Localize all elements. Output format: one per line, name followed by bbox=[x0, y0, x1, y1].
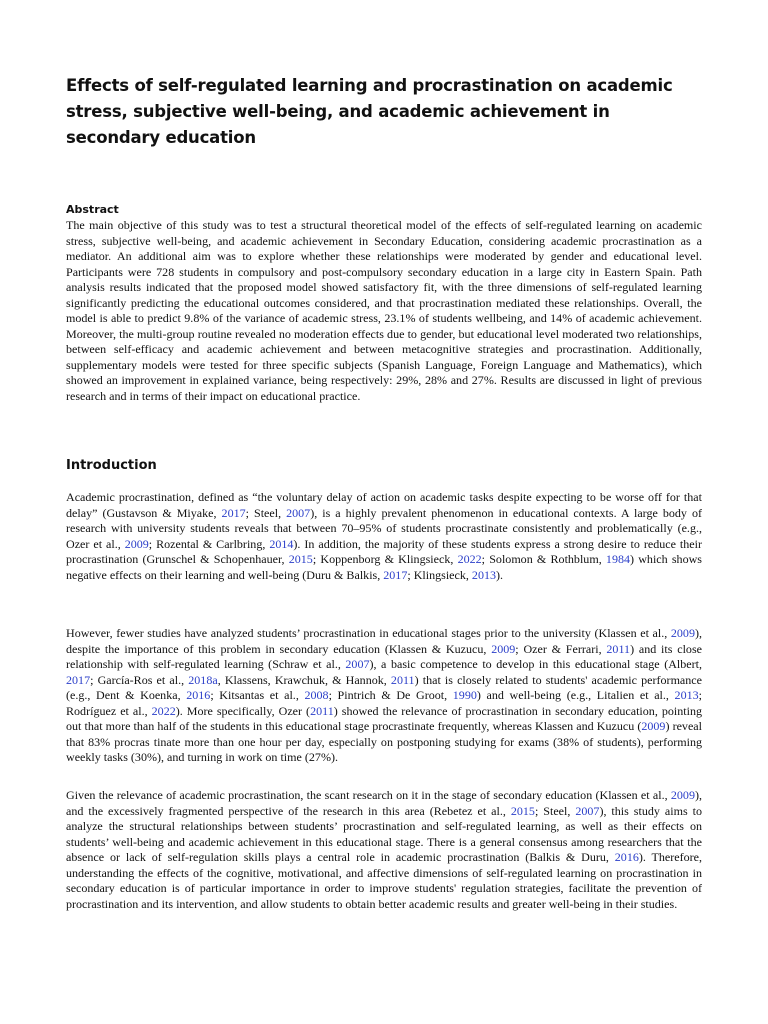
abstract-text: The main objective of this study was to test a structural theoretical model of the effects of self-regulated learning on academic stress, subjective well-being, and academic achievement in Secondary Education, considering academic procrastination as a mediator. An additional aim was to explore whether these relationships were moderated by gender and educational level. Participants were 728 students in compulsory and post-compulsory secondary education in a large city in Eastern Spain. Path analysis results indicated that the proposed model showed satisfactory fit, with the three dimensions of self-regulated learning significantly predicting the educational outcomes considered, and that procrastination mediated these relationships. Overall, the model is able to predict 9.8% of the variance of academic stress, 23.1% of students wellbeing, and 14% of academic achievement. Moreover, the multi-group routine revealed no moderation effects due to gender, but educational level moderated two relationships, between self-efficacy and academic achievement and between metacognitive strategies and procrastination. Additionally, supplementary models were tested for three specific subjects (Spanish Language, Foreign Language and Mathematics), which showed an improvement in explained variance, being respectively: 29%, 28% and 27%. Results are discussed in light of previous research and in terms of their impact on educational practice. bbox=[66, 218, 702, 403]
text-run: ), despite the importance of this problem in secondary education (Klassen & Kuzucu, bbox=[66, 626, 702, 656]
citation-link[interactable]: 2007 bbox=[345, 657, 370, 671]
text-run: ) showed the relevance of procrastination in secondary education, pointing out that more than half of the students in this educational stage procrastinate frequently, whereas Klassen and Kuzucu ( bbox=[66, 703, 703, 733]
citation-link[interactable]: 2016 bbox=[186, 688, 211, 702]
text-run: ) that is closely related to students' academic performance (e.g., Dent & Koenka, bbox=[66, 672, 703, 702]
text-run: ). bbox=[496, 567, 504, 582]
citation-link[interactable]: 2013 bbox=[674, 688, 699, 702]
text-run: ). In addition, the majority of these students express a strong desire to reduce their procrastination (Grunschel & Schopenhauer, bbox=[66, 536, 703, 566]
text-run: , Klassens, Krawchuk, & Hannok, bbox=[217, 672, 391, 687]
text-run: ; Steel, bbox=[534, 803, 576, 818]
text-run: ) and its close relationship with self-regulated learning (Schraw et al., bbox=[66, 641, 702, 671]
citation-link[interactable]: 2015 bbox=[510, 803, 535, 818]
text-run: ; Pintrich & De Groot, bbox=[328, 688, 453, 702]
citation-link[interactable]: 2017 bbox=[66, 672, 91, 687]
citation-link[interactable]: 2018a bbox=[188, 672, 218, 687]
text-run: ). Therefore, understanding the effects of the cognitive, motivational, and affective dimensions of self-regulated learning on procrastination in secondary education is of particular importance in order to improve students' regulation strategies, facilitate the prevention of procrastination and its intervention, and allow students to obtain better academic results and greater well-being in their studies. bbox=[66, 850, 703, 911]
citation-link[interactable]: 2017 bbox=[383, 567, 408, 582]
citation-link[interactable]: 2011 bbox=[390, 672, 415, 687]
text-run: Academic procrastination, defined as “the voluntary delay of action on academic tasks despite expecting to be worse off for that delay” (Gustavson & Miyake, bbox=[66, 490, 702, 520]
citation-link[interactable]: 2007 bbox=[575, 803, 600, 818]
citation-link[interactable]: 2007 bbox=[286, 505, 311, 520]
citation-link[interactable]: 1990 bbox=[452, 688, 477, 702]
text-run: ) which shows negative effects on their learning and well-being (Duru & Balkis, bbox=[66, 552, 702, 582]
intro-paragraph-2 bbox=[66, 626, 702, 766]
text-run: ), and the excessively fragmented perspective of the research in this area (Rebetez et al., bbox=[66, 788, 702, 818]
citation-link[interactable]: 2008 bbox=[304, 688, 329, 702]
citation-link[interactable]: 2009 bbox=[491, 641, 516, 656]
citation-link[interactable]: 2015 bbox=[288, 552, 313, 566]
text-run: ) reveal that 83% procras tinate more than one hour per day, especially on postponing studying for exams (38% of students), performing weekly tasks (30%), and turning in work on time (27%). bbox=[66, 719, 702, 764]
text-run: Given the relevance of academic procrastination, the scant research on it in the stage of secondary education (Klassen et al., bbox=[66, 788, 671, 802]
abstract-heading: Abstract bbox=[66, 203, 119, 216]
text-run: However, fewer studies have analyzed students’ procrastination in educational stages prior to the university (Klassen et al., bbox=[66, 626, 671, 640]
text-run: ; Steel, bbox=[245, 505, 287, 520]
intro-paragraph-1 bbox=[66, 490, 702, 583]
text-run: ; Kitsantas et al., bbox=[210, 688, 305, 702]
text-run: ; Ozer & Ferrari, bbox=[515, 641, 607, 656]
text-run: ; Koppenborg & Klingsieck, bbox=[312, 552, 458, 566]
text-run: ), this study aims to analyze the structural relationships between students’ procrastination and self-regulated learning, as well as their effects on students’ well-being and academic achievement in this educational stage. There is a general consensus among researchers that the absence or lack of self-regulation skills plays a central role in academic procrastination (Balkis & Duru, bbox=[66, 803, 702, 864]
citation-link[interactable]: 2016 bbox=[614, 850, 639, 864]
text-run: ; García-Ros et al., bbox=[90, 672, 189, 687]
citation-link[interactable]: 2011 bbox=[606, 641, 631, 656]
citation-link[interactable]: 2011 bbox=[310, 703, 334, 718]
text-run: ), is a highly prevalent phenomenon in educational contexts. A large body of research with university students reveals that between 70–95% of students procrastinate consistently and problematically (e.g., Ozer et al., bbox=[66, 505, 702, 551]
text-run: ; Klingsieck, bbox=[407, 567, 472, 582]
text-run: ) and well-being (e.g., Litalien et al., bbox=[476, 688, 675, 702]
citation-link[interactable]: 2022 bbox=[151, 703, 176, 718]
citation-link[interactable]: 2013 bbox=[471, 567, 497, 582]
citation-link[interactable]: 2009 bbox=[641, 719, 666, 733]
citation-link[interactable]: 1984 bbox=[605, 552, 631, 566]
citation-link[interactable]: 2017 bbox=[221, 505, 246, 520]
citation-link[interactable]: 2009 bbox=[124, 536, 149, 551]
citation-link[interactable]: 2009 bbox=[670, 788, 695, 802]
citation-link[interactable]: 2022 bbox=[457, 552, 482, 566]
article-title: Effects of self-regulated learning and procrastination on academic stress, subjective well-being, and academic achievement in secondary education bbox=[66, 76, 673, 147]
text-run: ). More specifically, Ozer ( bbox=[175, 703, 311, 718]
text-run: ), a basic competence to develop in this educational stage (Albert, bbox=[369, 657, 702, 671]
citation-link[interactable]: 2009 bbox=[670, 626, 695, 640]
text-run: ; Solomon & Rothblum, bbox=[481, 552, 606, 566]
text-run: ; Rodríguez et al., bbox=[66, 688, 702, 718]
text-run: ; Rozental & Carlbring, bbox=[148, 536, 270, 551]
citation-link[interactable]: 2014 bbox=[269, 536, 294, 551]
introduction-heading: Introduction bbox=[66, 458, 157, 473]
intro-paragraph-3 bbox=[66, 788, 702, 912]
